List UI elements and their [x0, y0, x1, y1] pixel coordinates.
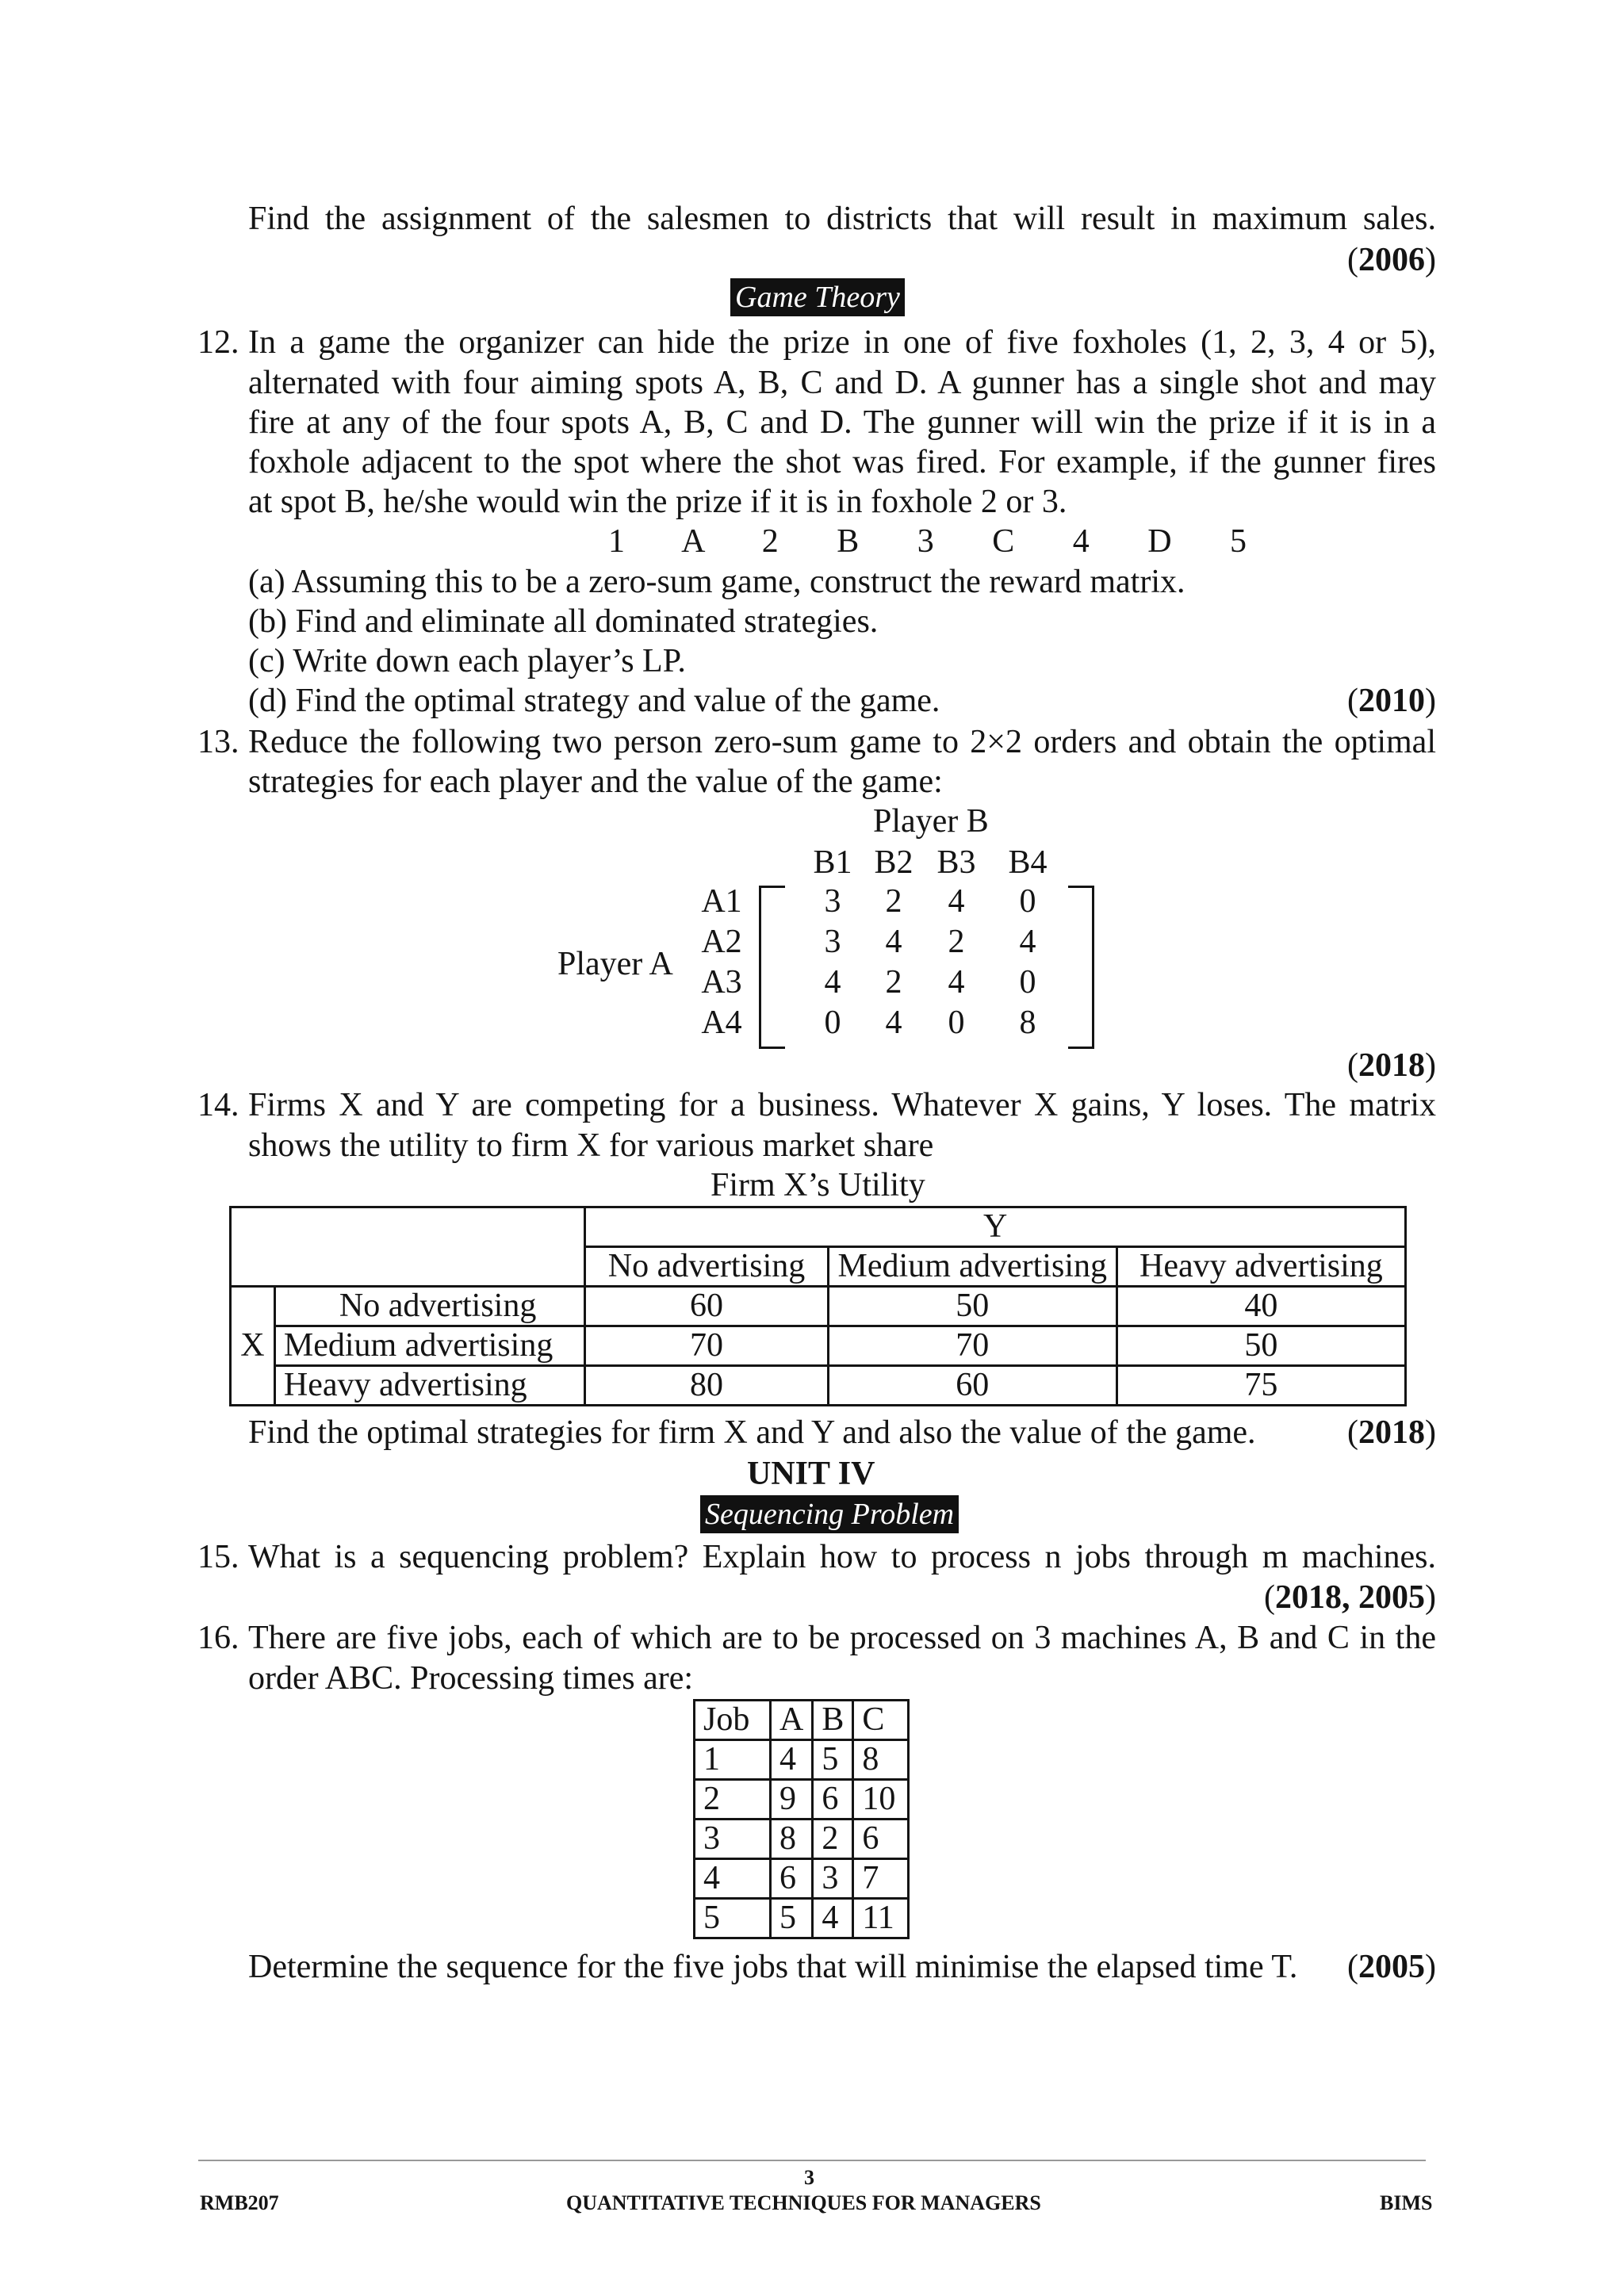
q14-row-label: No advertising — [274, 1287, 584, 1326]
q16-cell: 3 — [813, 1859, 853, 1899]
q16-line-2: order ABC. Processing times are: — [248, 1660, 694, 1697]
q13-matrix-cell: 4 — [948, 883, 965, 920]
q12-foxhole-layout: 1 A 2 B 3 C 4 D 5 — [608, 523, 1247, 560]
q16-cell: 8 — [853, 1740, 909, 1780]
q13-matrix-cell: 4 — [885, 1004, 902, 1041]
q16-cell: 8 — [771, 1820, 813, 1859]
q16-cell: 5 — [771, 1899, 813, 1938]
q13-line-1: Reduce the following two person zero-sum game to 2×2 orders and obtain the optimal — [248, 724, 1436, 760]
q16-cell: 1 — [695, 1740, 771, 1780]
q16-cell: 3 — [695, 1820, 771, 1859]
q14-line-1: Firms X and Y are competing for a business. Whatever X gains, Y loses. The matrix — [248, 1087, 1436, 1123]
q14-cell: 60 — [828, 1366, 1116, 1406]
table-row — [231, 1207, 1406, 1247]
q13-matrix-cell: 0 — [1019, 883, 1036, 920]
q14-table-title: Firm X’s Utility — [710, 1167, 925, 1203]
q14-col-header: Medium advertising — [828, 1247, 1116, 1287]
q14-row-label: Medium advertising — [274, 1326, 584, 1366]
page-number: 3 — [804, 2166, 814, 2189]
q13-matrix-cell: 4 — [885, 924, 902, 960]
q16-cell: 4 — [813, 1899, 853, 1938]
table-row — [231, 1366, 1406, 1406]
q13-player-b-label: Player B — [873, 803, 989, 840]
q16-cell: 5 — [813, 1740, 853, 1780]
table-row — [695, 1899, 909, 1938]
q12-part-b: (b) Find and eliminate all dominated strategies. — [248, 603, 879, 640]
q11-closing-line: Find the assignment of the salesmen to districts that will result in maximum sales. — [248, 201, 1436, 237]
q16-col-header: Job — [695, 1701, 771, 1740]
q14-cell: 60 — [585, 1287, 828, 1326]
q13-matrix-cell: 3 — [824, 883, 841, 920]
q13-matrix-cell: 8 — [1019, 1004, 1036, 1041]
footer-institution: BIMS — [1380, 2191, 1433, 2214]
q14-number: 14. — [197, 1087, 239, 1123]
q15-line: What is a sequencing problem? Explain how to process n jobs through m machines. — [248, 1539, 1436, 1575]
q16-cell: 7 — [853, 1859, 909, 1899]
q14-closing: Find the optimal strategies for firm X and Y and also the value of the game. — [248, 1414, 1256, 1451]
q16-cell: 10 — [853, 1780, 909, 1820]
q14-empty-corner — [231, 1207, 585, 1287]
q16-cell: 4 — [695, 1859, 771, 1899]
q12-line-5: at spot B, he/she would win the prize if it is in foxhole 2 or 3. — [248, 484, 1067, 520]
q16-col-header: A — [771, 1701, 813, 1740]
q16-year: (2005) — [1347, 1949, 1436, 1985]
unit-heading: UNIT IV — [747, 1456, 875, 1492]
section-tag-sequencing-problem: Sequencing Problem — [700, 1495, 959, 1533]
q12-line-3: fire at any of the four spots A, B, C and D. The gunner will win the prize if it is in a — [248, 404, 1436, 441]
q11-year: (2006) — [1347, 242, 1436, 278]
q12-line-1: In a game the organizer can hide the prize in one of five foxholes (1, 2, 3, 4 or 5), — [248, 324, 1436, 361]
q13-matrix-cell: 2 — [948, 924, 965, 960]
q13-line-2: strategies for each player and the value of the game: — [248, 763, 943, 800]
table-row — [695, 1740, 909, 1780]
q13-matrix-cell: 3 — [824, 924, 841, 960]
q15-number: 15. — [197, 1539, 239, 1575]
q12-number: 12. — [197, 324, 239, 361]
q12-part-d: (d) Find the optimal strategy and value of the game. — [248, 683, 940, 719]
table-row — [695, 1701, 909, 1740]
q16-cell: 2 — [695, 1780, 771, 1820]
q16-cell: 2 — [813, 1820, 853, 1859]
q16-processing-times-table — [693, 1699, 910, 1939]
q13-matrix-cell: 2 — [885, 964, 902, 1001]
q13-col-header: B4 — [1008, 844, 1048, 881]
q13-number: 13. — [197, 724, 239, 760]
q16-number: 16. — [197, 1620, 239, 1656]
q14-col-header: Heavy advertising — [1116, 1247, 1405, 1287]
q16-cell: 4 — [771, 1740, 813, 1780]
table-row — [231, 1287, 1406, 1326]
footer-course-title: QUANTITATIVE TECHNIQUES FOR MANAGERS — [566, 2191, 1041, 2214]
section-tag-game-theory: Game Theory — [730, 278, 905, 316]
q16-cell: 9 — [771, 1780, 813, 1820]
q12-year: (2010) — [1347, 683, 1436, 719]
q13-row-label: A2 — [701, 924, 742, 960]
q12-line-2: alternated with four aiming spots A, B, C and D. A gunner has a single shot and may — [248, 365, 1436, 401]
q13-matrix-cell: 2 — [885, 883, 902, 920]
q14-cell: 40 — [1116, 1287, 1405, 1326]
q16-closing: Determine the sequence for the five jobs that will minimise the elapsed time T. — [248, 1949, 1298, 1985]
q13-matrix-cell: 0 — [824, 1004, 841, 1041]
q13-col-header: B1 — [813, 844, 852, 881]
q14-x-label: X — [231, 1287, 275, 1406]
q13-matrix-cell: 0 — [1019, 964, 1036, 1001]
footer-rule — [198, 2160, 1426, 2161]
q13-matrix-right-bracket — [1068, 886, 1094, 1049]
q14-cell: 50 — [828, 1287, 1116, 1326]
q14-year: (2018) — [1347, 1414, 1436, 1451]
q14-line-2: shows the utility to firm X for various market share — [248, 1127, 934, 1164]
table-row — [695, 1820, 909, 1859]
q16-col-header: B — [813, 1701, 853, 1740]
q12-part-c: (c) Write down each player’s LP. — [248, 643, 686, 679]
q13-matrix-cell: 4 — [824, 964, 841, 1001]
q13-row-label: A1 — [701, 883, 742, 920]
q16-col-header: C — [853, 1701, 909, 1740]
q16-cell: 11 — [853, 1899, 909, 1938]
q14-cell: 75 — [1116, 1366, 1405, 1406]
q12-line-4: foxhole adjacent to the spot where the shot was fired. For example, if the gunner fires — [248, 444, 1436, 480]
q14-cell: 50 — [1116, 1326, 1405, 1366]
q14-cell: 80 — [585, 1366, 828, 1406]
q15-year: (2018, 2005) — [1264, 1579, 1436, 1616]
q14-cell: 70 — [585, 1326, 828, 1366]
q14-y-header: Y — [585, 1207, 1406, 1247]
q13-col-header: B3 — [936, 844, 976, 881]
q16-line-1: There are five jobs, each of which are to be processed on 3 machines A, B and C in the — [248, 1620, 1436, 1656]
table-row — [695, 1780, 909, 1820]
q14-utility-table — [229, 1206, 1407, 1406]
q14-row-label: Heavy advertising — [274, 1366, 584, 1406]
q13-matrix-cell: 4 — [1019, 924, 1036, 960]
q13-row-label: A3 — [701, 964, 742, 1001]
table-row — [695, 1859, 909, 1899]
q13-matrix-left-bracket — [759, 886, 785, 1049]
q13-matrix-cell: 4 — [948, 964, 965, 1001]
q16-cell: 5 — [695, 1899, 771, 1938]
q12-part-a: (a) Assuming this to be a zero-sum game, construct the reward matrix. — [248, 564, 1185, 600]
q14-col-header: No advertising — [585, 1247, 828, 1287]
q13-col-header: B2 — [874, 844, 914, 881]
q16-cell: 6 — [813, 1780, 853, 1820]
q13-row-label: A4 — [701, 1004, 742, 1041]
q16-cell: 6 — [853, 1820, 909, 1859]
q13-player-a-label: Player A — [557, 946, 673, 982]
q13-matrix-cell: 0 — [948, 1004, 965, 1041]
q14-cell: 70 — [828, 1326, 1116, 1366]
table-row — [231, 1326, 1406, 1366]
q16-cell: 6 — [771, 1859, 813, 1899]
footer-course-code: RMB207 — [200, 2191, 279, 2214]
q13-year: (2018) — [1347, 1047, 1436, 1084]
